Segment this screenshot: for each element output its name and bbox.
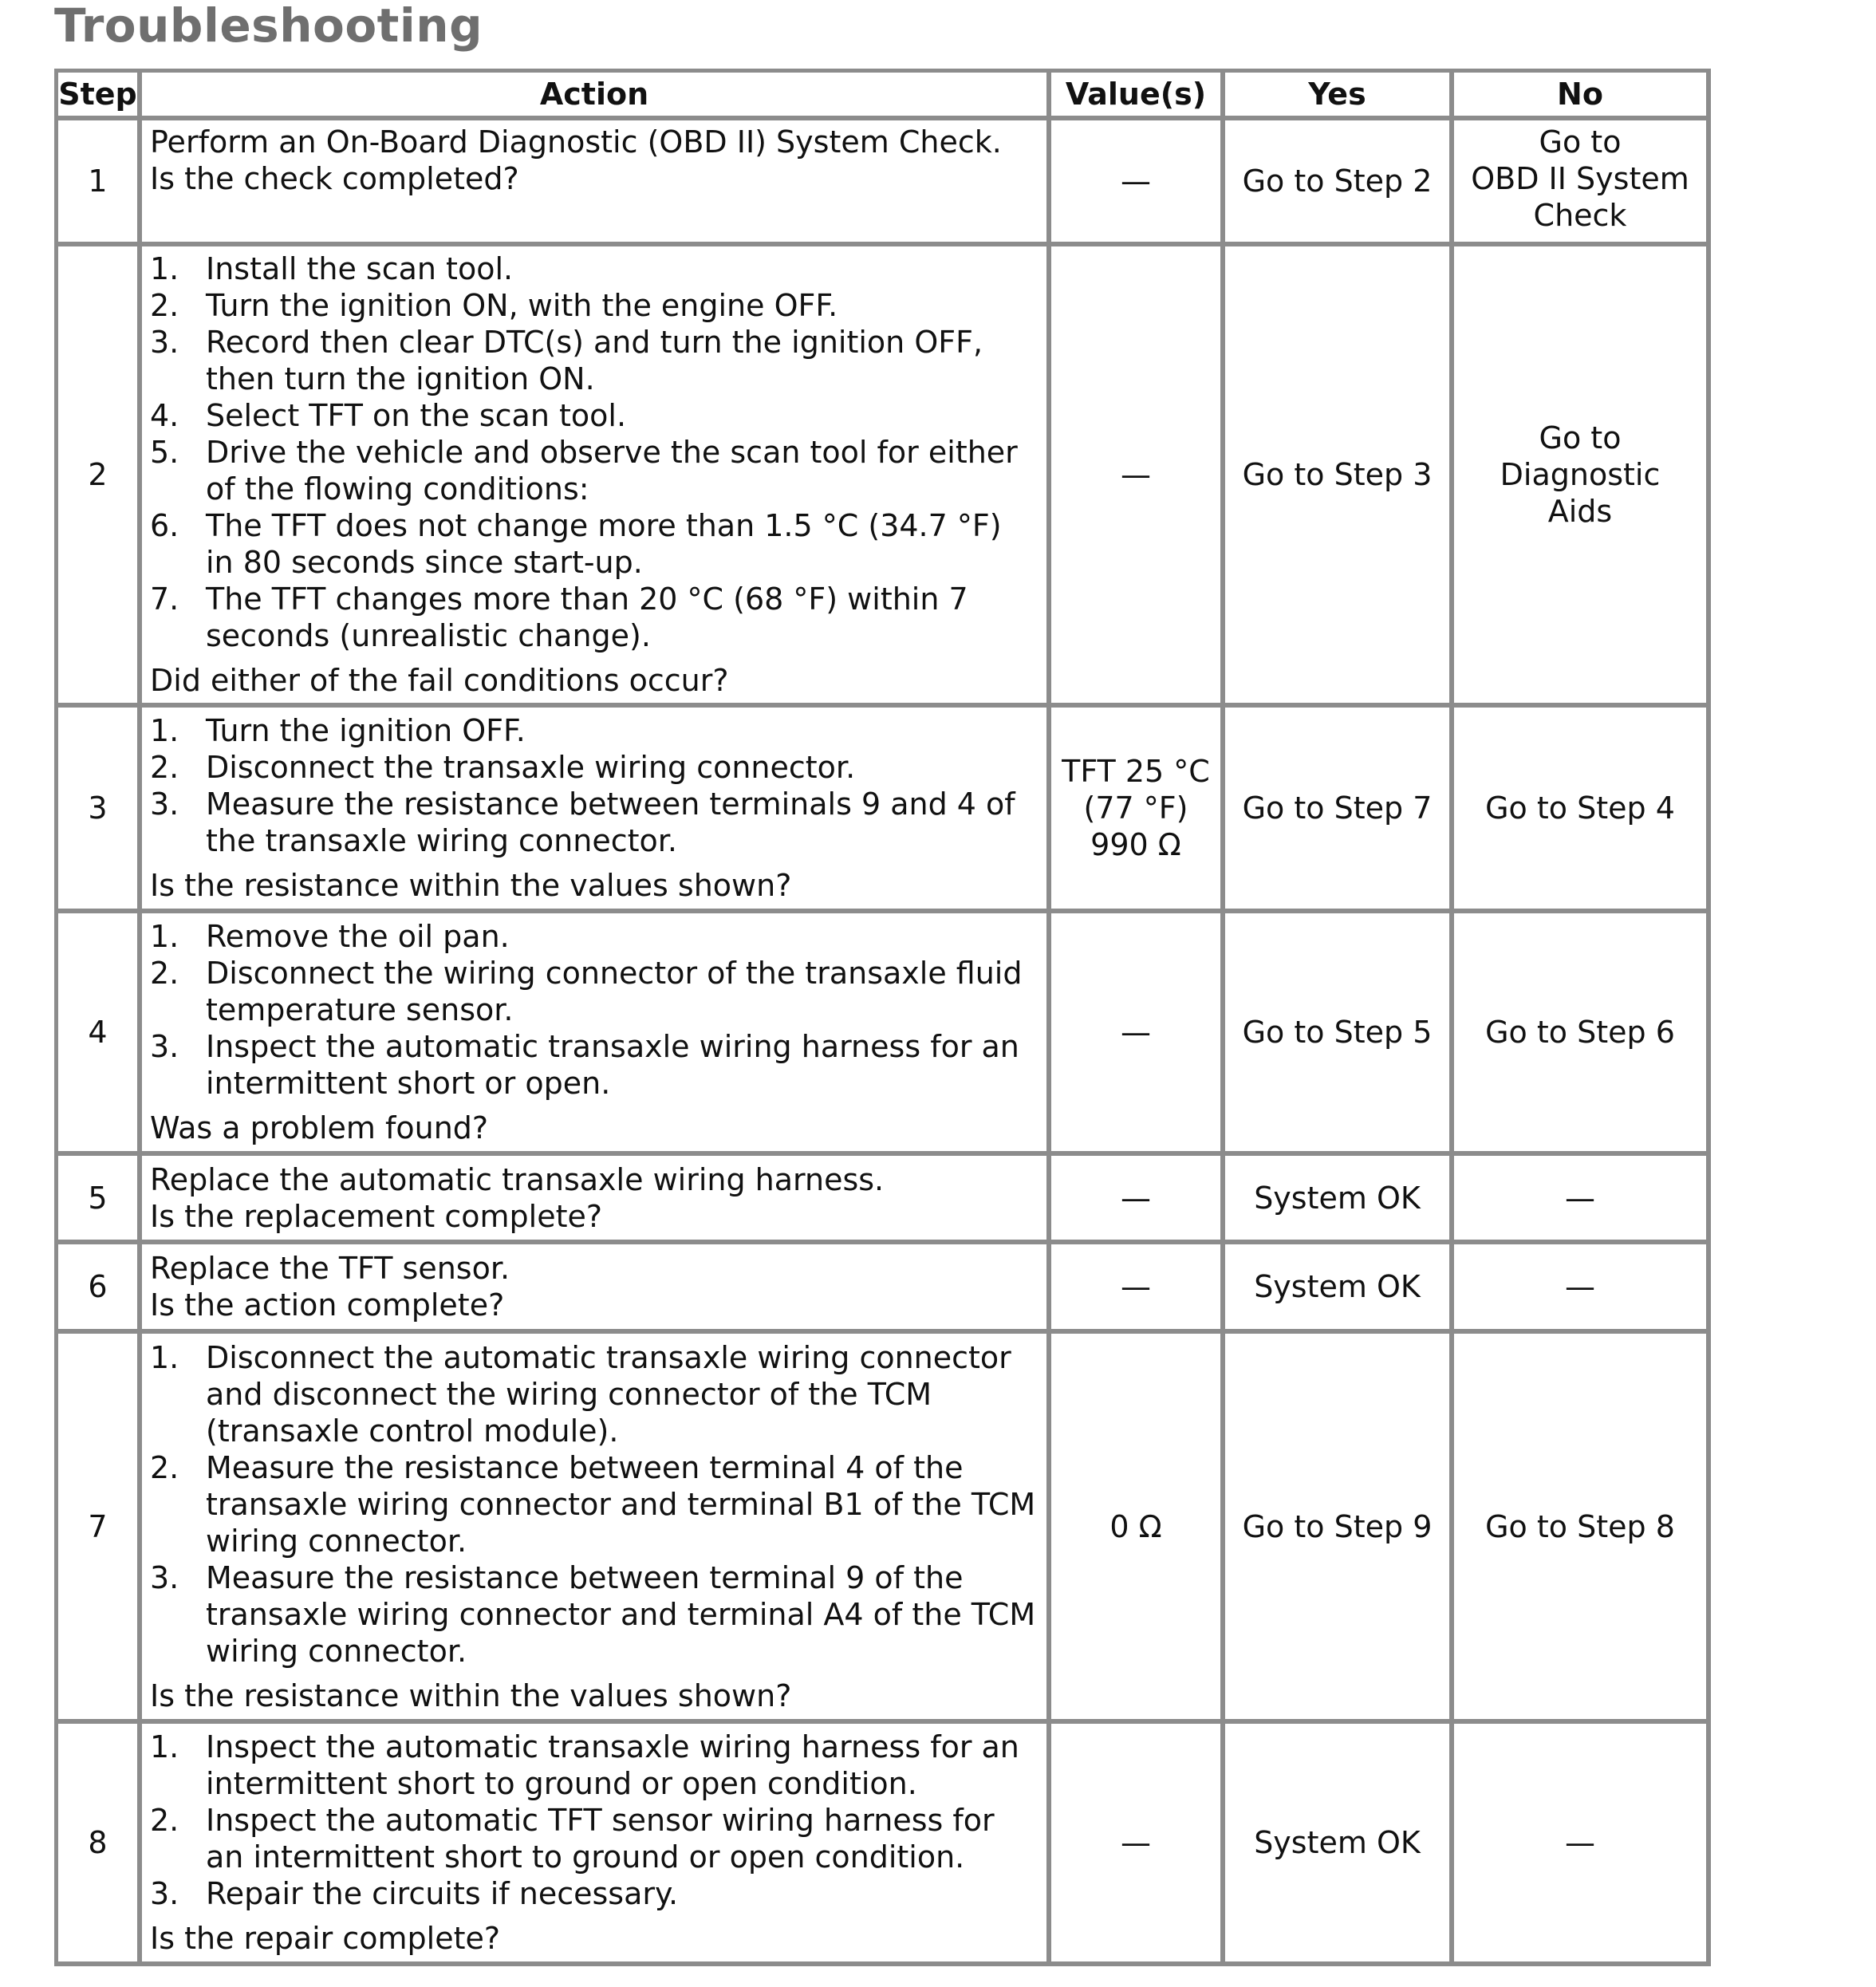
action-cell [142, 1334, 1051, 1724]
action-steps [150, 712, 1038, 859]
yes-cell: Go to Step 3 [1225, 246, 1454, 708]
yes-cell: System OK [1225, 1244, 1454, 1334]
table-row [58, 1244, 1711, 1334]
action-step: 6. The TFT does not change more than 1.5 °C (34.7 °F) in 80 seconds since start-up. [150, 508, 1002, 580]
action-steps [150, 1339, 1038, 1670]
action-step: 3. Measure the resistance between terminals 9 and 4 of the transaxle wiring connector. [150, 787, 1015, 858]
value-cell: — [1051, 120, 1225, 246]
yes-cell: Go to Step 7 [1225, 708, 1454, 913]
action-step: 3. Measure the resistance between terminal 9 of the transaxle wiring connector and terminal A4 of the TCM wiring connector. [150, 1559, 1036, 1669]
action-step: 2. Measure the resistance between terminal 4 of the transaxle wiring connector and terminal B1 of the TCM wiring connector. [150, 1449, 1036, 1559]
action-question: Is the repair complete? [150, 1921, 501, 1956]
action-step: 3. Record then clear DTC(s) and turn the ignition OFF, then turn the ignition ON. [150, 325, 983, 396]
action-cell [142, 1724, 1051, 1966]
value-cell: — [1051, 1244, 1225, 1334]
action-step: 1. Remove the oil pan. [150, 919, 510, 954]
value-cell: — [1051, 1724, 1225, 1966]
action-question: Is the replacement complete? [150, 1198, 603, 1234]
yes-cell: System OK [1225, 1156, 1454, 1244]
action-step: 3. Inspect the automatic transaxle wiring harness for an intermittent short or open. [150, 1029, 1019, 1101]
action-step: 2. Disconnect the transaxle wiring connector. [150, 750, 856, 785]
header-action: Action [142, 73, 1051, 120]
action-cell [142, 246, 1051, 708]
value-line: TFT 25 °C [1062, 754, 1210, 789]
action-step: 7. The TFT changes more than 20 °C (68 °F) within 7 seconds (unrealistic change). [150, 582, 968, 653]
step-number: 5 [58, 1156, 142, 1244]
action-step: 1. Install the scan tool. [150, 251, 514, 286]
header-no: No [1454, 73, 1711, 120]
value-line: (77 °F) [1083, 790, 1188, 826]
no-line: Check [1533, 198, 1627, 233]
action-step: 3. Repair the circuits if necessary. [150, 1876, 679, 1911]
action-text: Replace the TFT sensor. [150, 1251, 510, 1286]
header-step: Step [58, 73, 142, 120]
table-row [58, 913, 1711, 1156]
value-cell: — [1051, 246, 1225, 708]
action-step: 2. Turn the ignition ON, with the engine OFF. [150, 288, 838, 323]
step-number: 2 [58, 246, 142, 708]
action-step: 2. Disconnect the wiring connector of the transaxle fluid temperature sensor. [150, 956, 1023, 1027]
yes-cell: Go to Step 5 [1225, 913, 1454, 1156]
action-steps [150, 250, 1038, 654]
table-row [58, 1156, 1711, 1244]
action-cell [142, 120, 1051, 246]
step-number: 6 [58, 1244, 142, 1334]
value-cell: — [1051, 913, 1225, 1156]
value-cell: — [1051, 1156, 1225, 1244]
troubleshooting-table [54, 69, 1711, 1966]
action-question: Did either of the fail conditions occur? [150, 663, 729, 698]
step-number: 4 [58, 913, 142, 1156]
table-row [58, 708, 1711, 913]
table-row [58, 1724, 1711, 1966]
step-number: 7 [58, 1334, 142, 1724]
header-row [58, 73, 1711, 120]
yes-cell: System OK [1225, 1724, 1454, 1966]
action-question: Is the action complete? [150, 1287, 505, 1323]
action-question: Was a problem found? [150, 1110, 489, 1145]
action-cell [142, 1244, 1051, 1334]
step-number: 1 [58, 120, 142, 246]
table-row [58, 246, 1711, 708]
value-cell: 0 Ω [1051, 1334, 1225, 1724]
action-text: Replace the automatic transaxle wiring harness. [150, 1161, 885, 1197]
step-number: 8 [58, 1724, 142, 1966]
header-yes: Yes [1225, 73, 1454, 120]
action-step: 4. Select TFT on the scan tool. [150, 398, 627, 433]
no-cell: Go to Step 8 [1454, 1334, 1711, 1724]
no-cell: — [1454, 1244, 1711, 1334]
action-steps [150, 918, 1038, 1102]
action-step: 1. Inspect the automatic transaxle wiring harness for an intermittent short to ground or open condition. [150, 1729, 1019, 1801]
action-steps [150, 1729, 1038, 1912]
no-cell [1454, 246, 1711, 708]
yes-cell: Go to Step 9 [1225, 1334, 1454, 1724]
action-text: Perform an On-Board Diagnostic (OBD II) System Check. [150, 124, 1002, 160]
table-row [58, 120, 1711, 246]
action-question: Is the resistance within the values shown? [150, 1678, 792, 1713]
action-cell [142, 913, 1051, 1156]
action-question: Is the resistance within the values shown? [150, 868, 792, 903]
action-step: 5. Drive the vehicle and observe the scan tool for either of the flowing conditions: [150, 435, 1018, 507]
no-line: Diagnostic [1500, 457, 1661, 492]
yes-cell: Go to Step 2 [1225, 120, 1454, 246]
no-line: Aids [1547, 494, 1613, 529]
action-step: 1. Turn the ignition OFF. [150, 713, 526, 748]
header-values: Value(s) [1051, 73, 1225, 120]
no-cell: Go to Step 6 [1454, 913, 1711, 1156]
action-question: Is the check completed? [150, 161, 519, 196]
no-cell: Go to Step 4 [1454, 708, 1711, 913]
no-line: Go to [1539, 124, 1622, 160]
no-cell: — [1454, 1156, 1711, 1244]
value-cell [1051, 708, 1225, 913]
value-line: 990 Ω [1090, 827, 1181, 862]
no-line: Go to [1539, 420, 1622, 455]
action-cell [142, 1156, 1051, 1244]
no-cell: — [1454, 1724, 1711, 1966]
step-number: 3 [58, 708, 142, 913]
table-row [58, 1334, 1711, 1724]
action-cell [142, 708, 1051, 913]
action-step: 1. Disconnect the automatic transaxle wiring connector and disconnect the wiring connector of the TCM (transaxle control module). [150, 1339, 1011, 1449]
no-line: OBD II System [1471, 161, 1689, 196]
action-step: 2. Inspect the automatic TFT sensor wiring harness for an intermittent short to ground or open condition. [150, 1803, 995, 1875]
page-title: Troubleshooting [54, 0, 483, 53]
no-cell [1454, 120, 1711, 246]
